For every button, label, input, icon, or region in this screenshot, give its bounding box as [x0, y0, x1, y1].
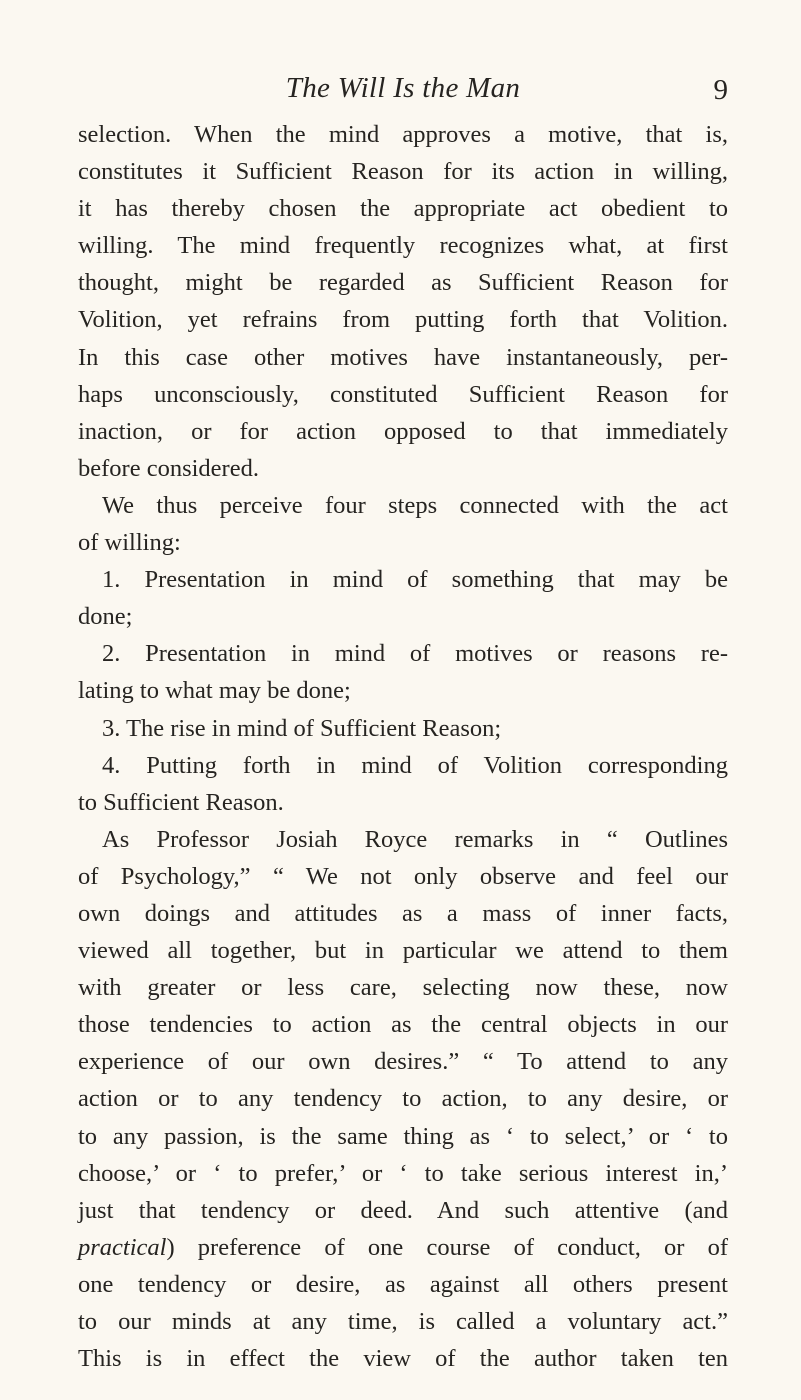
text-line: In this case other motives have instantaneously, per- — [78, 343, 728, 371]
text-line: 2. Presentation in mind of motives or reasons re- — [102, 640, 728, 668]
text-line: 4. Putting forth in mind of Volition corresponding — [102, 751, 728, 779]
text-line: 3. The rise in mind of Sufficient Reason; — [102, 714, 502, 742]
text-line: to Sufficient Reason. — [78, 788, 284, 816]
text-line: willing. The mind frequently recognizes what, at first — [78, 232, 728, 260]
text-line: to our minds at any time, is called a voluntary act.” — [78, 1308, 728, 1335]
text-line: viewed all together, but in particular we attend to them — [78, 937, 728, 965]
text-line: own doings and attitudes as a mass of inner facts, — [78, 899, 728, 927]
italic-word: practical — [78, 1233, 167, 1261]
text-line: action or to any tendency to action, to any desire, or — [78, 1085, 728, 1113]
text-line: Volition, yet refrains from putting forth that Volition. — [78, 306, 728, 334]
text-line: As Professor Josiah Royce remarks in “ Outlines — [102, 825, 728, 853]
text-line: of Psychology,” “ We not only observe and feel our — [78, 862, 728, 890]
text-line: We thus perceive four steps connected with the act — [102, 491, 728, 519]
text-line: before considered. — [78, 454, 259, 482]
text-line: it has thereby chosen the appropriate act obedient to — [78, 195, 728, 223]
text-line: inaction, or for action opposed to that immediately — [78, 417, 728, 445]
text-line: experience of our own desires.” “ To attend to any — [78, 1048, 728, 1076]
text-line: with greater or less care, selecting now these, now — [78, 974, 728, 1002]
text-line-with-italic — [78, 1229, 728, 1266]
text-line: one tendency or desire, as against all others present — [78, 1270, 728, 1298]
text-line: just that tendency or deed. And such attentive (and — [78, 1196, 728, 1224]
text-line: constitutes it Sufficient Reason for its action in willing, — [78, 158, 728, 186]
running-head-title: The Will Is the Man — [285, 72, 521, 104]
running-head — [78, 68, 728, 108]
text-line: choose,’ or ‘ to prefer,’ or ‘ to take serious interest in,’ — [78, 1159, 728, 1187]
text-line: those tendencies to action as the central objects in our — [78, 1011, 728, 1039]
line-rest: ) preference of one course of conduct, or of — [166, 1233, 728, 1261]
body-text — [78, 116, 728, 1377]
text-line: lating to what may be done; — [78, 677, 351, 705]
text-line: to any passion, is the same thing as ‘ to select,’ or ‘ to — [78, 1122, 728, 1150]
text-line: done; — [78, 603, 133, 631]
text-line: thought, might be regarded as Sufficient Reason for — [78, 269, 728, 297]
text-line: 1. Presentation in mind of something that may be — [102, 566, 728, 594]
text-line: This is in effect the view of the author taken ten — [78, 1345, 728, 1373]
text-line: selection. When the mind approves a motive, that is, — [78, 121, 728, 148]
page-number: 9 — [713, 74, 728, 106]
text-line: of willing: — [78, 529, 181, 557]
text-line: haps unconsciously, constituted Sufficient Reason for — [78, 380, 728, 408]
